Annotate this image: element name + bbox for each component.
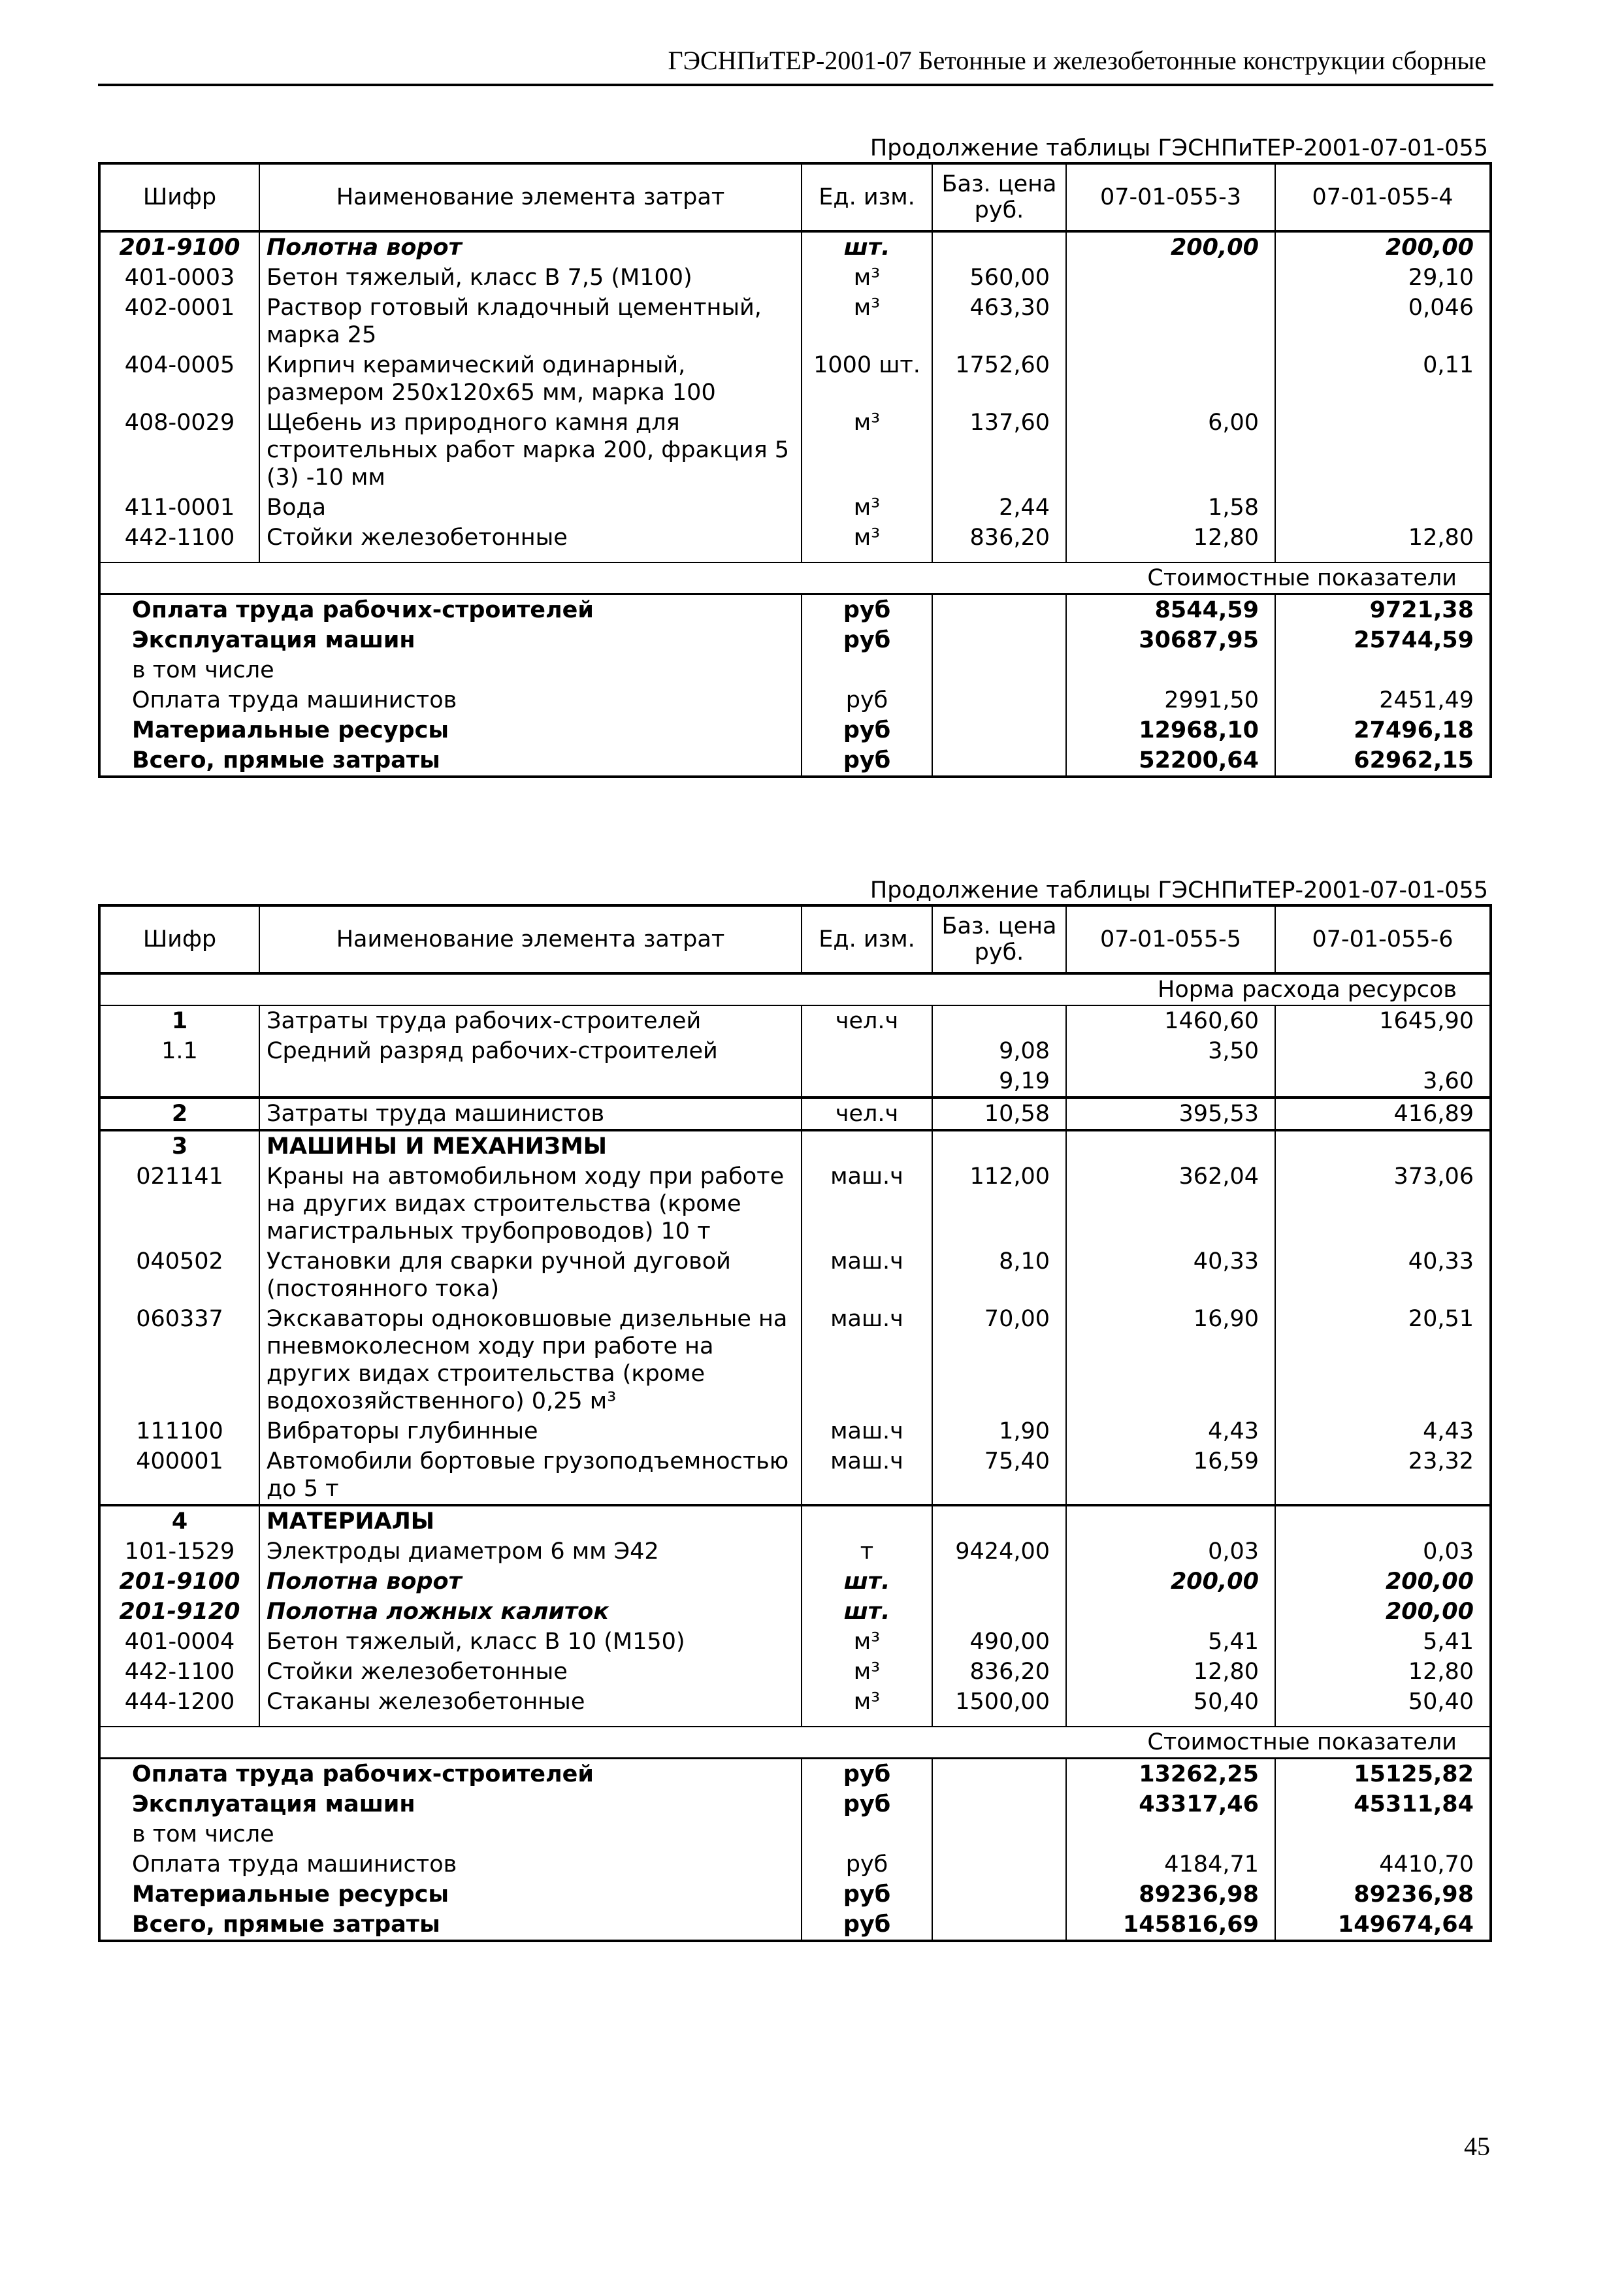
column-header: Ед. изм.	[802, 905, 932, 973]
table-row	[99, 1098, 1491, 1130]
summary-value-2: 89236,98	[1275, 1879, 1491, 1910]
row-value-2: 4,43	[1275, 1416, 1491, 1446]
row-unit: маш.ч	[802, 1446, 932, 1505]
summary-value-1: 89236,98	[1066, 1879, 1275, 1910]
row-code: 401-0003	[99, 263, 259, 293]
summary-name: в том числе	[99, 1819, 802, 1849]
row-code: 040502	[99, 1246, 259, 1304]
table-row	[99, 1687, 1491, 1717]
table-row	[99, 1597, 1491, 1627]
row-unit: м³	[802, 1627, 932, 1657]
table-1-body	[99, 163, 1491, 777]
summary-name: Материальные ресурсы	[99, 715, 802, 745]
row-value-1	[1066, 1130, 1275, 1162]
row-value-1	[1066, 293, 1275, 350]
table-row	[99, 350, 1491, 408]
row-value-2: 20,51	[1275, 1304, 1491, 1416]
row-value-2: 1645,90	[1275, 1005, 1491, 1036]
row-name: Краны на автомобильном ходу при работе на других видах строительства (кроме магистральных трубопроводов) 10 т	[259, 1162, 802, 1246]
row-value-2: 29,10	[1275, 263, 1491, 293]
row-unit: шт.	[802, 1597, 932, 1627]
table-row	[99, 1066, 1491, 1098]
row-base-price: 9424,00	[932, 1537, 1066, 1567]
row-base-price: 836,20	[932, 1657, 1066, 1687]
row-base-price: 1500,00	[932, 1687, 1066, 1717]
row-base-price	[932, 1130, 1066, 1162]
summary-empty	[932, 685, 1066, 715]
row-value-2: 373,06	[1275, 1162, 1491, 1246]
row-unit: т	[802, 1537, 932, 1567]
row-code: 408-0029	[99, 408, 259, 493]
table-row	[99, 231, 1491, 263]
row-name: Кирпич керамический одинарный, размером 250х120х65 мм, марка 100	[259, 350, 802, 408]
row-value-1: 1460,60	[1066, 1005, 1275, 1036]
row-value-2: 200,00	[1275, 1597, 1491, 1627]
row-unit: м³	[802, 293, 932, 350]
table-row	[99, 1162, 1491, 1246]
row-base-price: 490,00	[932, 1627, 1066, 1657]
summary-unit: руб	[802, 715, 932, 745]
row-name: Экскаваторы одноковшовые дизельные на пневмоколесном ходу при работе на других видах строительства (кроме водохозяйственного) 0,25 м³	[259, 1304, 802, 1416]
row-value-2: 200,00	[1275, 1567, 1491, 1597]
row-name: Бетон тяжелый, класс В 10 (М150)	[259, 1627, 802, 1657]
table-row	[99, 1304, 1491, 1416]
spacer-cell	[99, 1717, 259, 1727]
row-value-1: 0,03	[1066, 1537, 1275, 1567]
row-base-price: 70,00	[932, 1304, 1066, 1416]
summary-row	[99, 655, 1491, 685]
row-name: Стойки железобетонные	[259, 1657, 802, 1687]
cost-section-title: Стоимостные показатели	[99, 562, 1491, 594]
spacer-cell	[1275, 553, 1491, 562]
row-value-1: 200,00	[1066, 1567, 1275, 1597]
table-row	[99, 1246, 1491, 1304]
row-code: 201-9100	[99, 1567, 259, 1597]
summary-name: Эксплуатация машин	[99, 625, 802, 655]
spacer-row	[99, 1717, 1491, 1727]
row-unit: чел.ч	[802, 1005, 932, 1036]
spacer-cell	[802, 553, 932, 562]
row-value-2: 12,80	[1275, 1657, 1491, 1687]
row-value-2	[1275, 1130, 1491, 1162]
summary-name: Эксплуатация машин	[99, 1789, 802, 1819]
row-code: 101-1529	[99, 1537, 259, 1567]
summary-unit: руб	[802, 594, 932, 626]
row-value-2	[1275, 408, 1491, 493]
summary-row	[99, 1819, 1491, 1849]
header-row	[99, 163, 1491, 231]
summary-row	[99, 1759, 1491, 1790]
row-unit: шт.	[802, 1567, 932, 1597]
table-row	[99, 1416, 1491, 1446]
row-base-price: 137,60	[932, 408, 1066, 493]
summary-row	[99, 745, 1491, 777]
table-row	[99, 1005, 1491, 1036]
summary-empty	[932, 655, 1066, 685]
norm-section-row	[99, 973, 1491, 1005]
summary-empty	[932, 625, 1066, 655]
summary-value-2: 2451,49	[1275, 685, 1491, 715]
column-header: Ед. изм.	[802, 163, 932, 231]
row-value-2: 23,32	[1275, 1446, 1491, 1505]
cost-section-row	[99, 1727, 1491, 1759]
summary-value-2: 25744,59	[1275, 625, 1491, 655]
summary-unit: руб	[802, 1849, 932, 1879]
row-name: Полотна ворот	[259, 1567, 802, 1597]
row-value-2: 0,03	[1275, 1537, 1491, 1567]
table-row	[99, 1130, 1491, 1162]
row-unit: м³	[802, 1687, 932, 1717]
table-row	[99, 1446, 1491, 1505]
table-row	[99, 1505, 1491, 1537]
row-unit	[802, 1505, 932, 1537]
row-name: МАТЕРИАЛЫ	[259, 1505, 802, 1537]
summary-row	[99, 685, 1491, 715]
summary-value-1: 52200,64	[1066, 745, 1275, 777]
running-header: ГЭСНПиТЕР-2001-07 Бетонные и железобетонные конструкции сборные	[668, 46, 1486, 75]
row-base-price	[932, 1005, 1066, 1036]
row-base-price: 836,20	[932, 523, 1066, 553]
summary-empty	[932, 1879, 1066, 1910]
summary-empty	[932, 1759, 1066, 1790]
row-base-price: 560,00	[932, 263, 1066, 293]
row-base-price: 75,40	[932, 1446, 1066, 1505]
row-value-1	[1066, 1505, 1275, 1537]
summary-value-1: 13262,25	[1066, 1759, 1275, 1790]
summary-value-2: 9721,38	[1275, 594, 1491, 626]
summary-row	[99, 1849, 1491, 1879]
row-value-2: 0,11	[1275, 350, 1491, 408]
summary-empty	[932, 594, 1066, 626]
row-value-2: 5,41	[1275, 1627, 1491, 1657]
row-value-1: 362,04	[1066, 1162, 1275, 1246]
table-row	[99, 1657, 1491, 1687]
row-name: Стойки железобетонные	[259, 523, 802, 553]
row-code: 444-1200	[99, 1687, 259, 1717]
header-row	[99, 905, 1491, 973]
row-unit: м³	[802, 1657, 932, 1687]
row-name: Средний разряд рабочих-строителей	[259, 1036, 802, 1066]
row-value-1	[1066, 263, 1275, 293]
row-value-1: 12,80	[1066, 1657, 1275, 1687]
spacer-cell	[1066, 1717, 1275, 1727]
column-header: 07-01-055-5	[1066, 905, 1275, 973]
summary-value-1: 2991,50	[1066, 685, 1275, 715]
spacer-cell	[932, 1717, 1066, 1727]
summary-unit: руб	[802, 745, 932, 777]
summary-value-2	[1275, 1819, 1491, 1849]
summary-unit	[802, 655, 932, 685]
row-name: Установки для сварки ручной дуговой (постоянного тока)	[259, 1246, 802, 1304]
row-code: 201-9120	[99, 1597, 259, 1627]
column-header: Шифр	[99, 163, 259, 231]
row-name: Полотна ложных калиток	[259, 1597, 802, 1627]
spacer-cell	[1066, 553, 1275, 562]
summary-name: Оплата труда рабочих-строителей	[99, 594, 802, 626]
column-header: Наименование элемента затрат	[259, 163, 802, 231]
summary-name: Всего, прямые затраты	[99, 745, 802, 777]
row-name: МАШИНЫ И МЕХАНИЗМЫ	[259, 1130, 802, 1162]
resource-table-1	[98, 162, 1492, 778]
row-name: Электроды диаметром 6 мм Э42	[259, 1537, 802, 1567]
summary-empty	[932, 1849, 1066, 1879]
summary-empty	[932, 1789, 1066, 1819]
row-value-2: 3,60	[1275, 1066, 1491, 1098]
summary-empty	[932, 745, 1066, 777]
summary-row	[99, 1789, 1491, 1819]
page-number: 45	[1464, 2132, 1490, 2161]
resource-table-2	[98, 904, 1492, 1942]
spacer-cell	[99, 553, 259, 562]
row-base-price	[932, 1505, 1066, 1537]
spacer-cell	[259, 1717, 802, 1727]
row-base-price: 8,10	[932, 1246, 1066, 1304]
row-unit: м³	[802, 493, 932, 523]
row-value-2: 40,33	[1275, 1246, 1491, 1304]
summary-name: Оплата труда рабочих-строителей	[99, 1759, 802, 1790]
row-unit: чел.ч	[802, 1098, 932, 1130]
column-header: 07-01-055-4	[1275, 163, 1491, 231]
row-value-2	[1275, 493, 1491, 523]
summary-name: Оплата труда машинистов	[99, 1849, 802, 1879]
table-row	[99, 493, 1491, 523]
summary-value-1: 30687,95	[1066, 625, 1275, 655]
header-rule	[98, 84, 1493, 86]
spacer-cell	[1275, 1717, 1491, 1727]
row-value-2: 50,40	[1275, 1687, 1491, 1717]
summary-name: Оплата труда машинистов	[99, 685, 802, 715]
row-unit: маш.ч	[802, 1162, 932, 1246]
norm-section-title: Норма расхода ресурсов	[99, 973, 1491, 1005]
summary-unit: руб	[802, 1879, 932, 1910]
column-header: 07-01-055-3	[1066, 163, 1275, 231]
summary-value-1: 12968,10	[1066, 715, 1275, 745]
row-base-price: 1,90	[932, 1416, 1066, 1446]
row-name: Раствор готовый кладочный цементный, марка 25	[259, 293, 802, 350]
row-name: Вода	[259, 493, 802, 523]
row-code: 442-1100	[99, 523, 259, 553]
summary-unit: руб	[802, 1759, 932, 1790]
row-base-price	[932, 231, 1066, 263]
row-unit	[802, 1066, 932, 1098]
cost-section-title: Стоимостные показатели	[99, 1727, 1491, 1759]
row-base-price	[932, 1597, 1066, 1627]
row-name: Затраты труда рабочих-строителей	[259, 1005, 802, 1036]
summary-unit: руб	[802, 1910, 932, 1941]
row-unit: м³	[802, 263, 932, 293]
row-value-1: 395,53	[1066, 1098, 1275, 1130]
row-name: Затраты труда машинистов	[259, 1098, 802, 1130]
column-header: Баз. цена руб.	[932, 905, 1066, 973]
summary-row	[99, 1910, 1491, 1941]
row-value-1: 12,80	[1066, 523, 1275, 553]
row-base-price: 9,19	[932, 1066, 1066, 1098]
column-header: Наименование элемента затрат	[259, 905, 802, 973]
row-value-1: 50,40	[1066, 1687, 1275, 1717]
spacer-cell	[932, 553, 1066, 562]
summary-value-2	[1275, 655, 1491, 685]
row-base-price: 9,08	[932, 1036, 1066, 1066]
summary-unit: руб	[802, 625, 932, 655]
row-code: 411-0001	[99, 493, 259, 523]
summary-unit	[802, 1819, 932, 1849]
summary-value-2: 4410,70	[1275, 1849, 1491, 1879]
row-name: Полотна ворот	[259, 231, 802, 263]
column-header: Шифр	[99, 905, 259, 973]
summary-row	[99, 715, 1491, 745]
table-row	[99, 293, 1491, 350]
table-row	[99, 1036, 1491, 1066]
summary-value-2: 149674,64	[1275, 1910, 1491, 1941]
row-code	[99, 1066, 259, 1098]
row-name: Щебень из природного камня для строительных работ марка 200, фракция 5 (3) -10 мм	[259, 408, 802, 493]
row-base-price: 463,30	[932, 293, 1066, 350]
summary-row	[99, 1879, 1491, 1910]
summary-name: Материальные ресурсы	[99, 1879, 802, 1910]
row-code: 060337	[99, 1304, 259, 1416]
row-value-2: 0,046	[1275, 293, 1491, 350]
summary-value-1: 145816,69	[1066, 1910, 1275, 1941]
table-1-caption: Продолжение таблицы ГЭСНПиТЕР-2001-07-01-055	[869, 135, 1488, 161]
row-value-1: 3,50	[1066, 1036, 1275, 1066]
row-value-1	[1066, 1597, 1275, 1627]
row-code: 402-0001	[99, 293, 259, 350]
summary-value-2: 15125,82	[1275, 1759, 1491, 1790]
row-value-2: 12,80	[1275, 523, 1491, 553]
row-code: 442-1100	[99, 1657, 259, 1687]
row-code: 404-0005	[99, 350, 259, 408]
table-row	[99, 1627, 1491, 1657]
row-base-price: 10,58	[932, 1098, 1066, 1130]
summary-value-2: 45311,84	[1275, 1789, 1491, 1819]
summary-unit: руб	[802, 1789, 932, 1819]
row-value-1: 200,00	[1066, 231, 1275, 263]
summary-empty	[932, 1910, 1066, 1941]
row-code: 400001	[99, 1446, 259, 1505]
summary-row	[99, 625, 1491, 655]
spacer-cell	[259, 553, 802, 562]
row-unit: м³	[802, 523, 932, 553]
row-unit: маш.ч	[802, 1246, 932, 1304]
row-code: 401-0004	[99, 1627, 259, 1657]
table-row	[99, 408, 1491, 493]
row-base-price	[932, 1567, 1066, 1597]
table-row	[99, 1537, 1491, 1567]
row-unit: маш.ч	[802, 1304, 932, 1416]
summary-value-1	[1066, 655, 1275, 685]
row-unit	[802, 1130, 932, 1162]
spacer-row	[99, 553, 1491, 562]
row-base-price: 2,44	[932, 493, 1066, 523]
summary-unit: руб	[802, 685, 932, 715]
column-header: Баз. цена руб.	[932, 163, 1066, 231]
row-base-price: 1752,60	[932, 350, 1066, 408]
row-value-1: 6,00	[1066, 408, 1275, 493]
summary-value-1: 4184,71	[1066, 1849, 1275, 1879]
row-name: Стаканы железобетонные	[259, 1687, 802, 1717]
row-unit: м³	[802, 408, 932, 493]
row-code: 1.1	[99, 1036, 259, 1066]
row-value-2	[1275, 1036, 1491, 1066]
row-code: 2	[99, 1098, 259, 1130]
row-code: 111100	[99, 1416, 259, 1446]
row-code: 201-9100	[99, 231, 259, 263]
row-value-1: 40,33	[1066, 1246, 1275, 1304]
row-name: Автомобили бортовые грузоподъемностью до 5 т	[259, 1446, 802, 1505]
summary-value-2: 27496,18	[1275, 715, 1491, 745]
row-value-1: 4,43	[1066, 1416, 1275, 1446]
row-code: 3	[99, 1130, 259, 1162]
row-unit: маш.ч	[802, 1416, 932, 1446]
row-value-2: 416,89	[1275, 1098, 1491, 1130]
row-value-1: 16,90	[1066, 1304, 1275, 1416]
summary-row	[99, 594, 1491, 626]
summary-name: в том числе	[99, 655, 802, 685]
row-code: 1	[99, 1005, 259, 1036]
table-row	[99, 523, 1491, 553]
table-row	[99, 1567, 1491, 1597]
row-value-1	[1066, 1066, 1275, 1098]
row-value-1: 16,59	[1066, 1446, 1275, 1505]
row-name	[259, 1066, 802, 1098]
summary-value-1: 43317,46	[1066, 1789, 1275, 1819]
summary-name: Всего, прямые затраты	[99, 1910, 802, 1941]
row-base-price: 112,00	[932, 1162, 1066, 1246]
spacer-cell	[802, 1717, 932, 1727]
table-row	[99, 263, 1491, 293]
row-value-1	[1066, 350, 1275, 408]
cost-section-row	[99, 562, 1491, 594]
summary-empty	[932, 715, 1066, 745]
table-2-caption: Продолжение таблицы ГЭСНПиТЕР-2001-07-01-055	[869, 877, 1488, 903]
row-unit	[802, 1036, 932, 1066]
row-name: Вибраторы глубинные	[259, 1416, 802, 1446]
row-code: 4	[99, 1505, 259, 1537]
row-value-2: 200,00	[1275, 231, 1491, 263]
row-name: Бетон тяжелый, класс В 7,5 (М100)	[259, 263, 802, 293]
row-value-1: 5,41	[1066, 1627, 1275, 1657]
row-unit: шт.	[802, 231, 932, 263]
summary-empty	[932, 1819, 1066, 1849]
column-header: 07-01-055-6	[1275, 905, 1491, 973]
summary-value-2: 62962,15	[1275, 745, 1491, 777]
row-unit: 1000 шт.	[802, 350, 932, 408]
row-value-2	[1275, 1505, 1491, 1537]
summary-value-1: 8544,59	[1066, 594, 1275, 626]
table-2-body	[99, 905, 1491, 1941]
row-code: 021141	[99, 1162, 259, 1246]
summary-value-1	[1066, 1819, 1275, 1849]
row-value-1: 1,58	[1066, 493, 1275, 523]
